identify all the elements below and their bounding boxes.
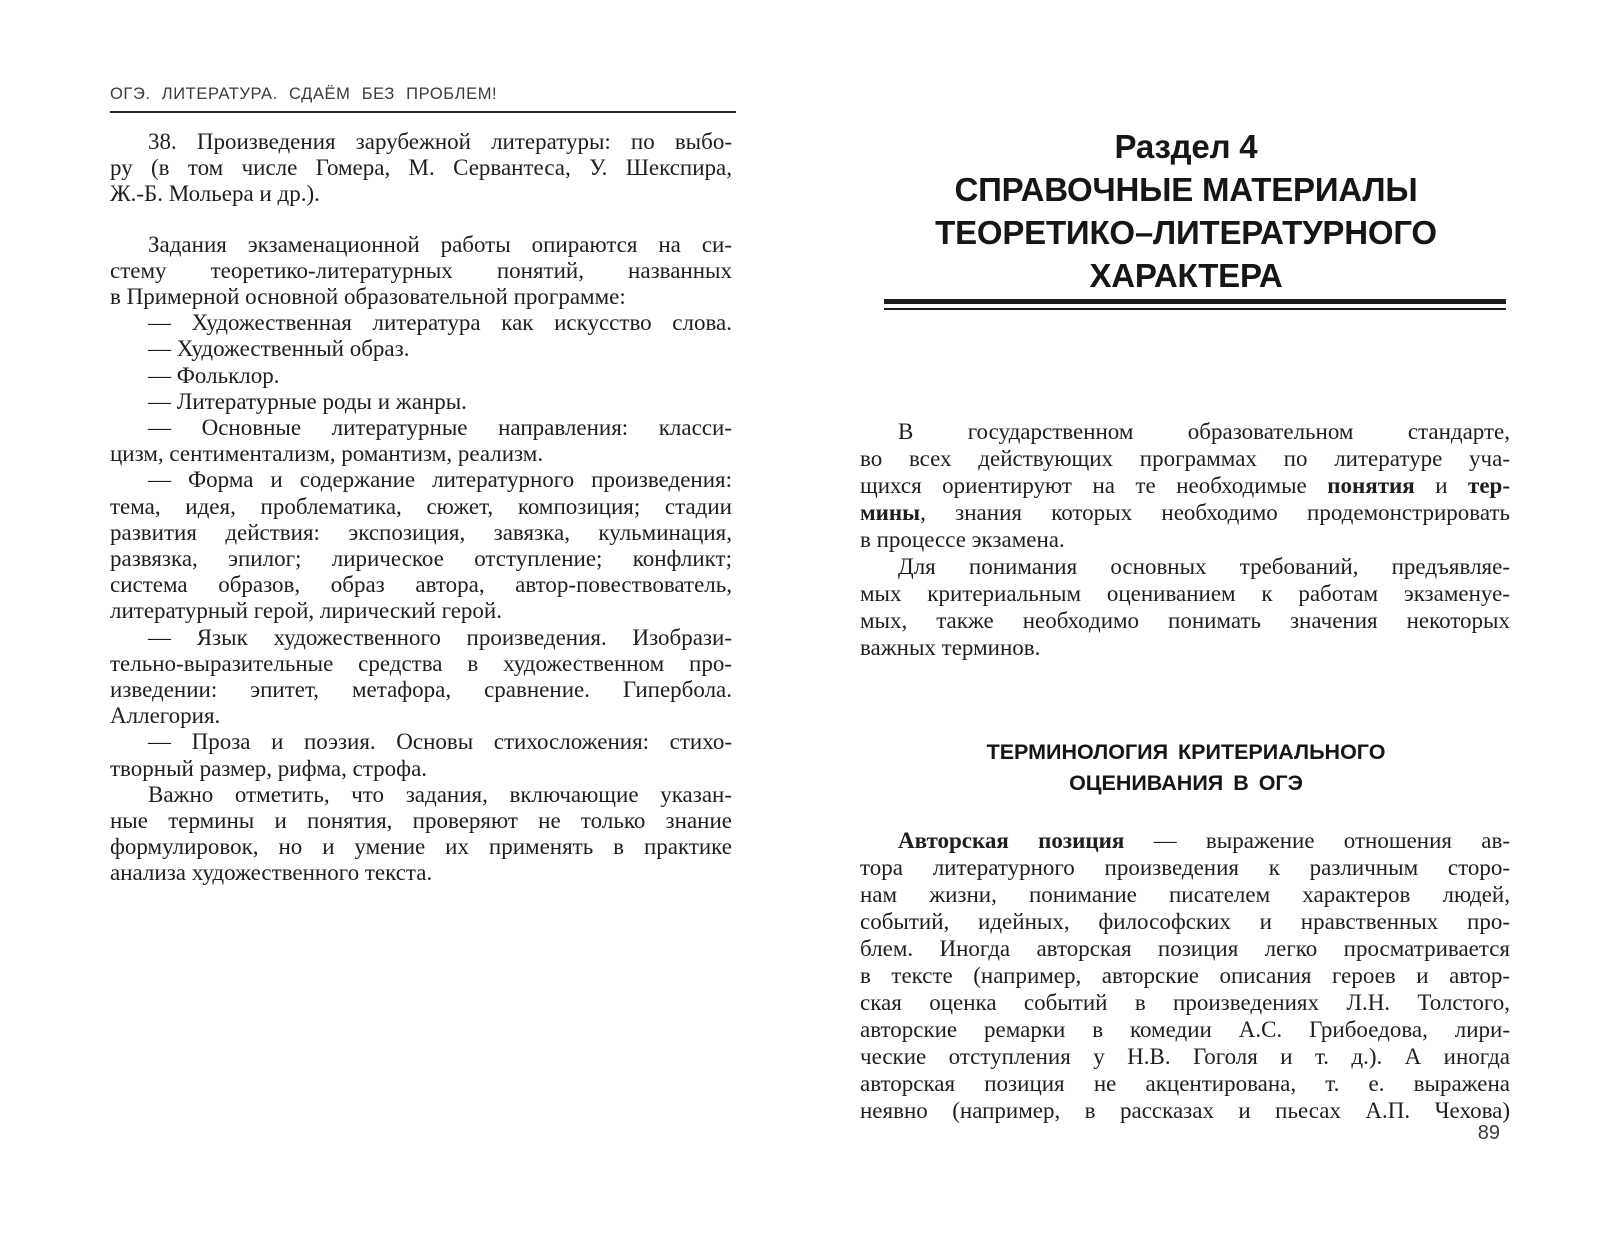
section-subheading-line: ТЕРМИНОЛОГИЯ КРИТЕРИАЛЬНОГО — [986, 740, 1386, 764]
paragraph — [110, 389, 732, 415]
text-line: в Примерной основной образовательной программе: — [110, 284, 626, 310]
section-subheading-line: ОЦЕНИВАНИЯ В ОГЭ — [1069, 771, 1303, 795]
text-line: Задания экзаменационной работы опираются на си- — [148, 231, 732, 257]
running-header-rule — [110, 111, 736, 113]
text-line: цизм, сентиментализм, романтизм, реализм. — [110, 441, 544, 467]
text-line: развития действия: экспозиция, завязка, кульминация, — [110, 519, 732, 545]
text-line: — Фольклор. — [148, 362, 280, 388]
text-line: литературный герой, лирический герой. — [110, 598, 502, 624]
text-line: творный размер, рифма, строфа. — [110, 755, 428, 781]
text-line: тема, идея, проблематика, сюжет, композиция; стадии — [110, 493, 732, 519]
text-line: ные термины и понятия, проверяют не только знание — [110, 808, 732, 834]
text-line: — Художественный образ. — [148, 336, 410, 362]
text-line: — Художественная литература как искусство слова. — [148, 310, 732, 336]
text-line: анализа художественного текста. — [110, 860, 433, 886]
text-line: ру (в том числе Гомера, М. Сервантеса, У. Шекспира, — [110, 155, 732, 181]
text-line: система образов, образ автора, автор-повествователь, — [110, 572, 732, 598]
text-line: нам жизни, понимание писателем характеров людей, — [860, 882, 1510, 907]
text-line: — Форма и содержание литературного произведения: — [148, 467, 732, 493]
text-line: мых, также необходимо понимать значения некоторых — [860, 608, 1510, 633]
text-line: ческие отступления у Н.В. Гоголя и т. д.). А иногда — [860, 1044, 1510, 1069]
chapter-heading-line: Раздел 4 — [1114, 128, 1258, 165]
paragraph — [110, 129, 732, 208]
text-line: Ж.-Б. Мольера и др.). — [110, 181, 320, 207]
text-line: мых критериальным оцениванием к работам экзаменуе- — [860, 581, 1510, 606]
chapter-heading-line: ХАРАКТЕРА — [1089, 257, 1283, 294]
text-line: щихся ориентируют на те необходимые понятия и тер- — [860, 473, 1510, 498]
paragraph — [110, 336, 732, 362]
right-page-intro — [860, 418, 1510, 661]
text-line: — Литературные роды и жанры. — [148, 388, 467, 414]
paragraph — [110, 782, 732, 887]
text-line: Для понимания основных требований, предъявляе- — [898, 554, 1510, 579]
text-line: во всех действующих программах по литературе уча- — [860, 446, 1510, 471]
text-line: Аллегория. — [110, 703, 221, 729]
text-line: авторские ремарки в комедии А.С. Грибоедова, лири- — [860, 1017, 1510, 1042]
section-subheading — [860, 737, 1512, 799]
paragraph — [860, 553, 1510, 661]
text-line: изведении: эпитет, метафора, сравнение. Гипербола. — [110, 677, 732, 703]
text-line: событий, идейных, философских и нравственных про- — [860, 909, 1510, 934]
text-line: развязка, эпилог; лирическое отступление; конфликт; — [110, 546, 732, 572]
text-line: в тексте (например, авторские описания героев и автор- — [860, 963, 1510, 988]
paragraph — [110, 625, 732, 730]
text-line: ская оценка событий в произведениях Л.Н. Толстого, — [860, 990, 1510, 1015]
text-line: тельно-выразительные средства в художественном про- — [110, 650, 732, 676]
text-line: неявно (например, в рассказах и пьесах А.П. Чехова) — [860, 1098, 1510, 1123]
paragraph — [110, 415, 732, 467]
text-line: Важно отметить, что задания, включающие указан- — [148, 781, 732, 807]
page-number: 89 — [1477, 1122, 1500, 1144]
chapter-heading-line: ТЕОРЕТИКО–ЛИТЕРАТУРНОГО — [935, 214, 1437, 251]
text-line: блем. Иногда авторская позиция легко просматривается — [860, 936, 1510, 961]
text-line: важных терминов. — [860, 635, 1041, 660]
running-header: ОГЭ. ЛИТЕРАТУРА. СДАЁМ БЕЗ ПРОБЛЕМ! — [110, 85, 498, 103]
rule-thick-line — [884, 299, 1506, 304]
paragraph — [860, 827, 1510, 1124]
paragraph — [110, 729, 732, 781]
chapter-heading — [860, 125, 1512, 297]
paragraph — [110, 232, 732, 311]
text-line: — Язык художественного произведения. Изобрази- — [148, 624, 732, 650]
chapter-heading-rule — [884, 299, 1506, 310]
right-page-terms — [860, 827, 1510, 1124]
paragraph — [110, 310, 732, 336]
text-line: мины, знания которых необходимо продемонстрировать — [860, 500, 1510, 525]
text-line: формулировок, но и умение их применять в практике — [110, 834, 732, 860]
text-line: — Основные литературные направления: класси- — [148, 415, 732, 441]
text-line: авторская позиция не акцентирована, т. е. выражена — [860, 1071, 1510, 1096]
text-line: стему теоретико-литературных понятий, названных — [110, 257, 732, 283]
paragraph — [110, 467, 732, 624]
text-line: В государственном образовательном стандарте, — [898, 419, 1510, 444]
paragraph — [110, 363, 732, 389]
left-page-body — [110, 129, 732, 887]
text-line: — Проза и поэзия. Основы стихосложения: стихо- — [148, 729, 732, 755]
rule-thin-line — [884, 308, 1506, 310]
text-line: тора литературного произведения к различным сторо- — [860, 855, 1510, 880]
chapter-heading-line: СПРАВОЧНЫЕ МАТЕРИАЛЫ — [954, 171, 1418, 208]
text-line: в процессе экзамена. — [860, 527, 1065, 552]
paragraph — [860, 418, 1510, 553]
text-line: 38. Произведения зарубежной литературы: по выбо- — [148, 129, 732, 154]
text-line: Авторская позиция — выражение отношения ав- — [898, 828, 1511, 853]
